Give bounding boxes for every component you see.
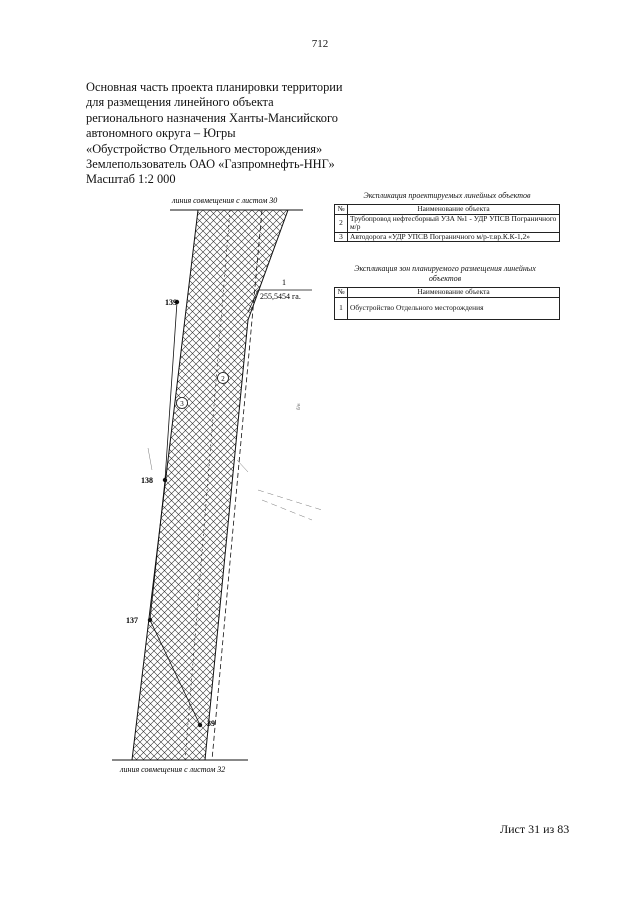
table-row — [335, 297, 560, 319]
table-header-row — [335, 205, 560, 215]
point-marker — [163, 478, 167, 482]
point-marker — [198, 723, 202, 727]
header-line: автономного округа – Югры — [86, 126, 236, 141]
header-line: Основная часть проекта планировки территории — [86, 80, 343, 94]
explication-zones-table — [334, 287, 560, 320]
point-label: 137 — [126, 616, 138, 625]
faint-line — [262, 500, 312, 520]
row-number: 3 — [335, 232, 348, 242]
table-row — [335, 232, 560, 242]
side-note: б/н — [297, 403, 302, 410]
row-name: Обустройство Отдельного месторождения — [348, 297, 560, 319]
column-header-number: № — [335, 205, 348, 215]
header-line: «Обустройство Отдельного месторождения» — [86, 141, 323, 156]
point-marker — [148, 618, 152, 622]
top-match-line-label: линия совмещения с листом 30 — [172, 196, 278, 205]
column-header-number: № — [335, 288, 348, 298]
point-label: 138 — [141, 476, 153, 485]
faint-line — [148, 448, 152, 470]
sheet-footer: Лист 31 из 83 — [500, 822, 570, 836]
faint-line — [258, 490, 322, 510]
row-name: Автодорога «УДР УПСВ Пограничного м/р-т.вр.К.К-1,2» — [348, 232, 560, 242]
explication-zones-title: Экспликация зон планируемого размещения линейных объектов — [354, 264, 536, 283]
row-name: Трубопровод нефтесборный УЗА №1 - УДР УПСВ Пограничного м/р — [348, 214, 560, 232]
point-label: 39 — [207, 719, 215, 728]
bottom-match-line-label: линия совмещения с листом 32 — [120, 765, 226, 774]
explication-linear-table — [334, 204, 560, 242]
table-header-row — [335, 288, 560, 298]
row-number: 2 — [335, 214, 348, 232]
object-circle-label: 2 — [221, 375, 225, 383]
row-number: 1 — [335, 297, 348, 319]
object-circle-label: 3 — [180, 400, 184, 408]
column-header-name: Наименование объекта — [348, 288, 560, 298]
zone-callout-number: 1 — [282, 278, 286, 287]
header-line: Землепользователь ОАО «Газпромнефть-ННГ» — [86, 157, 335, 172]
page-number: 712 — [311, 38, 329, 50]
header-line: для размещения линейного объекта — [86, 95, 274, 110]
scale-label: Масштаб 1:2 000 — [86, 172, 176, 187]
table-row — [335, 214, 560, 232]
point-label: 139 — [165, 298, 177, 307]
header-line: регионального назначения Ханты-Мансийского — [86, 110, 338, 125]
explication-linear-title: Экспликация проектируемых линейных объектов — [363, 191, 531, 200]
column-header-name: Наименование объекта — [348, 205, 560, 215]
zone-callout-area: 255,5454 га. — [260, 292, 301, 301]
